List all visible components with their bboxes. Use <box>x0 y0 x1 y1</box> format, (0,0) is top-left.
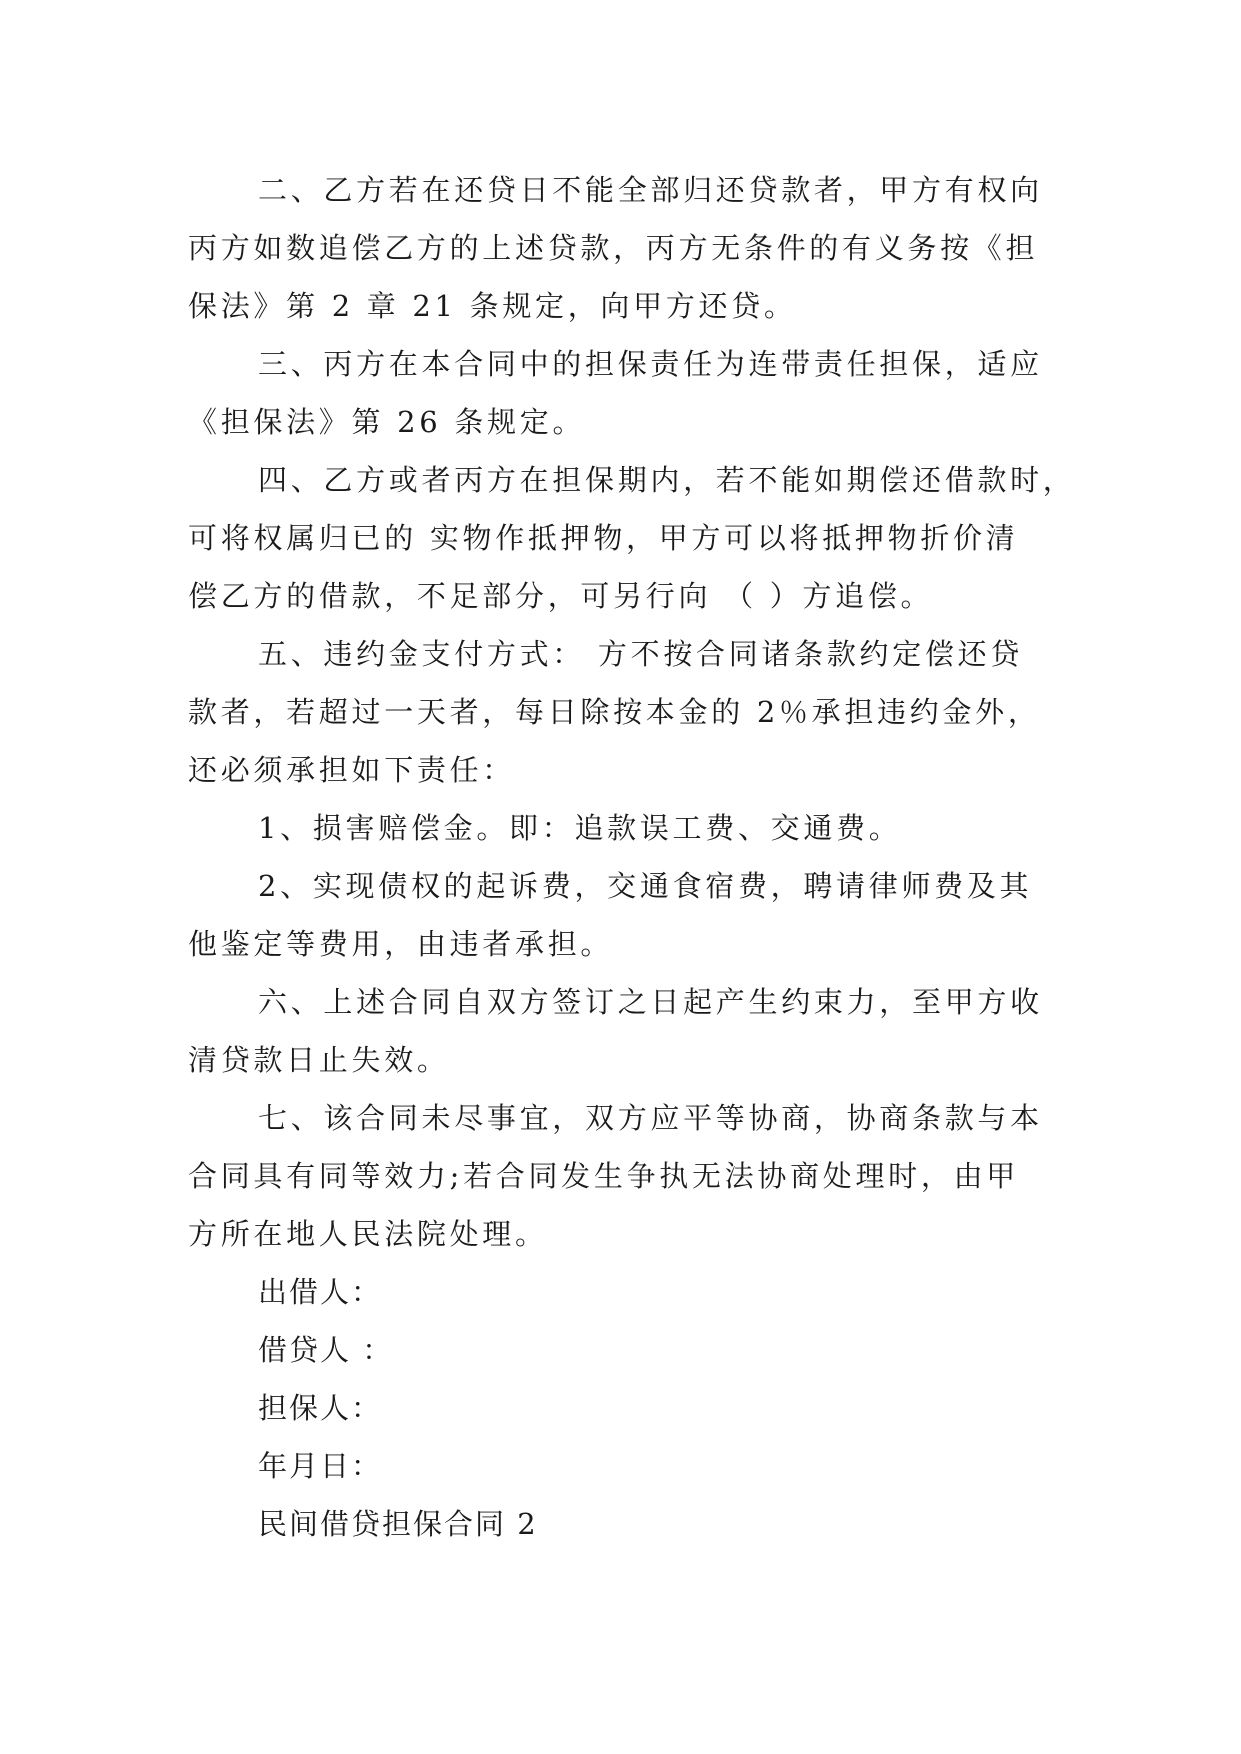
paragraph-line: 款者，若超过一天者，每日除按本金的 2％承担违约金外， <box>188 695 1041 729</box>
date-label: 年月日： <box>258 1449 383 1483</box>
paragraph-line: 还必须承担如下责任： <box>188 753 516 787</box>
paragraph-line: 他鉴定等费用，由违者承担。 <box>188 927 614 961</box>
paragraph-line: 七、该合同未尽事宜，双方应平等协商，协商条款与本 <box>258 1101 1043 1135</box>
paragraph-line: 《担保法》第 26 条规定。 <box>188 405 586 439</box>
next-contract-title: 民间借贷担保合同 2 <box>258 1507 538 1541</box>
paragraph-line: 1、损害赔偿金。即：追款误工费、交通费。 <box>258 811 902 845</box>
paragraph-line: 丙方如数追偿乙方的上述贷款，丙方无条件的有义务按《担 <box>188 231 1039 265</box>
paragraph-line: 三、丙方在本合同中的担保责任为连带责任担保，适应 <box>258 347 1043 381</box>
paragraph-line: 偿乙方的借款，不足部分，可另行向 （ ）方追偿。 <box>188 579 934 613</box>
paragraph-line: 五、违约金支付方式： 方不按合同诸条款约定偿还贷 <box>258 637 1024 671</box>
paragraph-line: 六、上述合同自双方签订之日起产生约束力，至甲方收 <box>258 985 1043 1019</box>
contract-body <box>188 161 1076 1553</box>
lender-signature-label: 出借人： <box>258 1275 383 1309</box>
paragraph-line: 合同具有同等效力;若合同发生争执无法协商处理时，由甲 <box>188 1159 1019 1193</box>
paragraph-line: 2、实现债权的起诉费，交通食宿费，聘请律师费及其 <box>258 869 1033 903</box>
borrower-signature-label: 借贷人 ： <box>258 1333 394 1367</box>
paragraph-line: 可将权属归已的 实物作抵押物，甲方可以将抵押物折价清 <box>188 521 1019 555</box>
paragraph-line: 方所在地人民法院处理。 <box>188 1217 548 1251</box>
paragraph-line: 四、乙方或者丙方在担保期内，若不能如期偿还借款时， <box>258 463 1076 497</box>
paragraph-line: 清贷款日止失效。 <box>188 1043 450 1077</box>
paragraph-line: 保法》第 2 章 21 条规定，向甲方还贷。 <box>188 289 797 323</box>
guarantor-signature-label: 担保人： <box>258 1391 383 1425</box>
paragraph-line: 二、乙方若在还贷日不能全部归还贷款者，甲方有权向 <box>258 173 1043 207</box>
